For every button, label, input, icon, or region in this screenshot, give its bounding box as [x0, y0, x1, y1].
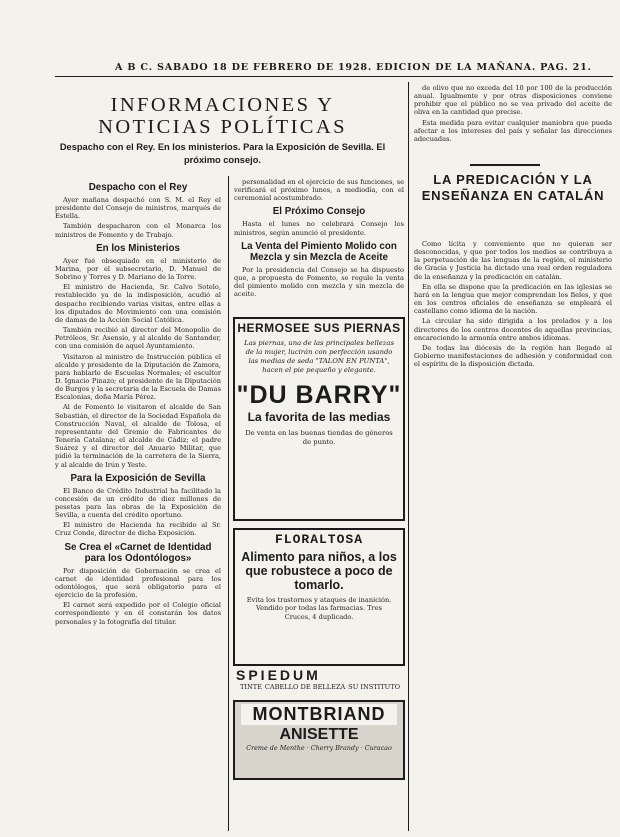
paragraph: Al de Fomento le visitaron el alcalde de San Sebastián, el director de la Sociedad Española de Construcción Naval, el alcalde de Tolosa, el representante del Gremio de Fabricantes de Tenería Catalana; el alcalde de Cádiz; el padre Suárez y el director del Anuario Militar, que pidió la terminación de la carretera de la Sierra, y al alcalde de Irún y Yeste. — [55, 403, 221, 469]
section-title: La Venta del Pimiento Molido con Mezcla y sin Mezcla de Aceite — [241, 240, 397, 263]
paragraph: Hasta el lunes no celebrará Consejo los ministros, según anunció el presidente. — [234, 220, 404, 237]
paragraph: También despacharon con el Monarca los ministros de Fomento y de Trabajo. — [55, 222, 221, 239]
ad-floraltosa — [233, 528, 405, 666]
main-subheadline: Despacho con el Rey. En los ministerios. Para la Exposición de Sevilla. El próximo consejo. — [59, 142, 386, 165]
ad-body: Las piernas, una de las principales bellezas de la mujer, lucirán con perfección usando las medias de seda "TALON EN PUNTA", hacen el pie pequeño y elegante. — [244, 339, 394, 374]
divider-ornament — [470, 164, 540, 166]
column-3-body — [414, 240, 612, 828]
ad-montbriand — [233, 700, 405, 780]
ad-slogan: ANISETTE — [279, 726, 359, 743]
ad-slogan: Alimento para niños, a los que robustece a poco de tomarlo. — [241, 550, 397, 592]
main-headline: INFORMACIONES Y NOTICIAS POLÍTICAS — [98, 94, 347, 138]
ad-body: Evita los trastornos y ataques de inanición. Vendido por todas las farmacias. Tres Cruces, 4 duplicado. — [246, 596, 392, 621]
ad-spiedum — [236, 667, 404, 691]
paragraph: personalidad en el ejercicio de sus funciones, se verificará el próximo lunes, a mediodía, con el ceremonial acostumbrado. — [234, 178, 404, 203]
paragraph: También recibió al director del Monopolio de Petróleos, Sr. Asensio, y al alcalde de Santander, con una comisión de aquel Ayuntamiento. — [55, 326, 221, 351]
ad-du-barry — [233, 317, 405, 521]
paragraph: El carnet será expedido por el Colegio oficial correspondiente y en él constarán los datos personales y la fotografía del titular. — [55, 601, 221, 626]
column-1 — [55, 178, 221, 828]
section-headline: LA PREDICACIÓN Y LA ENSEÑANZA EN CATALÁN — [421, 172, 605, 203]
page-header: A B C. SABADO 18 DE FEBRERO DE 1928. EDICION DE LA MAÑANA. PAG. 21. — [115, 62, 592, 73]
section-title: Para la Exposición de Sevilla — [70, 472, 206, 484]
paragraph: El Banco de Crédito Industrial ha facilitado la concesión de un crédito de diez millones de pesetas para las obras de la Exposición de Sevilla, a cuenta del crédito oportuno. — [55, 486, 221, 520]
section-title: El Próximo Consejo — [272, 206, 366, 218]
ad-brand: MONTBRIAND — [241, 704, 397, 725]
paragraph: Ayer fué obsequiado en el ministerio de Marina, por el subsecretario, D. Manuel de Sobrino y Torres y D. Mariano de la Torre. — [55, 256, 221, 282]
header-rule — [55, 76, 613, 77]
paragraph: El ministro de Hacienda ha recibido al Sr. Cruz Conde, director de dicha Exposición. — [55, 521, 221, 538]
paragraph: La circular ha sido dirigida a los prelados y a los directores de los centros docentes de aquellas provincias, encareciendo la armonía entre ambos idiomas. — [414, 317, 612, 342]
paragraph: Ayer mañana despachó con S. M. el Rey el presidente del Consejo de ministros, marqués de Estella. — [55, 196, 221, 221]
paragraph: En ella se dispone que la predicación en las iglesias se hará en la lengua que mejor comprendan los fieles, y que en los centros oficiales de enseñanza se empleará el castellano como idioma de la nación. — [414, 282, 612, 316]
ad-right: SU INSTITUTO — [348, 683, 400, 691]
ad-product: "DU BARRY" — [236, 381, 402, 409]
ad-brand: SPIEDUM — [236, 667, 321, 683]
ad-brand: FLORALTOSA — [274, 532, 363, 547]
paragraph: Visitaron al ministro de Instrucción pública el alcalde y presidente de la Diputación de Zamora, para hablarle de Escuelas Normales; el escultor D. Ignacio Pinazo; el presidente de la Diputación de Burgos y la secretaria de la Escuela de Damas Escalonias, doña María Pérez. — [55, 352, 221, 402]
paragraph: de olivo que no exceda del 10 por 100 de la producción anual. Igualmente y por otras disposiciones conviene prohibir que el público no se vea privado del aceite de oliva en la cantidad que precise. — [414, 84, 612, 117]
ad-slogan: La favorita de las medias — [247, 410, 391, 424]
column-divider — [408, 82, 409, 831]
section-title: Se Crea el «Carnet de Identidad para los Odontólogos» — [64, 541, 212, 564]
ad-left: TINTE — [240, 683, 262, 691]
ad-row — [236, 683, 404, 691]
paragraph: Por disposición de Gobernación se crea el carnet de identidad profesional para los odontólogos, que será obligatorio para el ejercicio de la profesión. — [55, 566, 221, 600]
ad-center: CABELLO DE BELLEZA — [264, 683, 346, 691]
ad-sale-note: De venta en las buenas tiendas de géneros de punto. — [245, 429, 393, 446]
section-title: En los Ministerios — [96, 242, 180, 254]
paragraph: El ministro de Hacienda, Sr. Calvo Sotelo, restablecido ya de la indisposición, acudió al despacho recibiendo varias visitas, entre ellas a los diputados de Movimiento con una comisión de damas de la Acción Social Católica. — [55, 283, 221, 324]
section-title: Despacho con el Rey — [88, 182, 188, 193]
column-divider — [228, 176, 229, 831]
ad-body: Creme de Menthe · Cherry Brandy · Curacao — [246, 744, 392, 752]
paragraph: Por la presidencia del Consejo se ha dispuesto que, a propuesta de Fomento, se regule la venta del pimiento molido con mezcla y sin mezcla de aceite. — [234, 265, 404, 299]
paragraph: Esta medida para evitar cualquier maniobra que pueda afectar a los intereses del país y señalar las direcciones adecuadas. — [414, 118, 612, 143]
paragraph: De todas las diócesis de la región han llegado al Gobierno manifestaciones de adhesión y conformidad con el espíritu de la disposición dictada. — [414, 343, 612, 369]
ad-brand: HERMOSEE SUS PIERNAS — [237, 321, 401, 335]
column-3-top — [414, 84, 612, 158]
column-2-text — [234, 178, 404, 312]
paragraph: Como lícita y conveniente que no quieran ser desconocidas, y que por todos los medios se contribuya a la perpetuación de las lenguas de la región, el ministerio de Gracia y Justicia ha dictado una real orden reguladora de la enseñanza y la predicación en catalán. — [414, 240, 612, 281]
